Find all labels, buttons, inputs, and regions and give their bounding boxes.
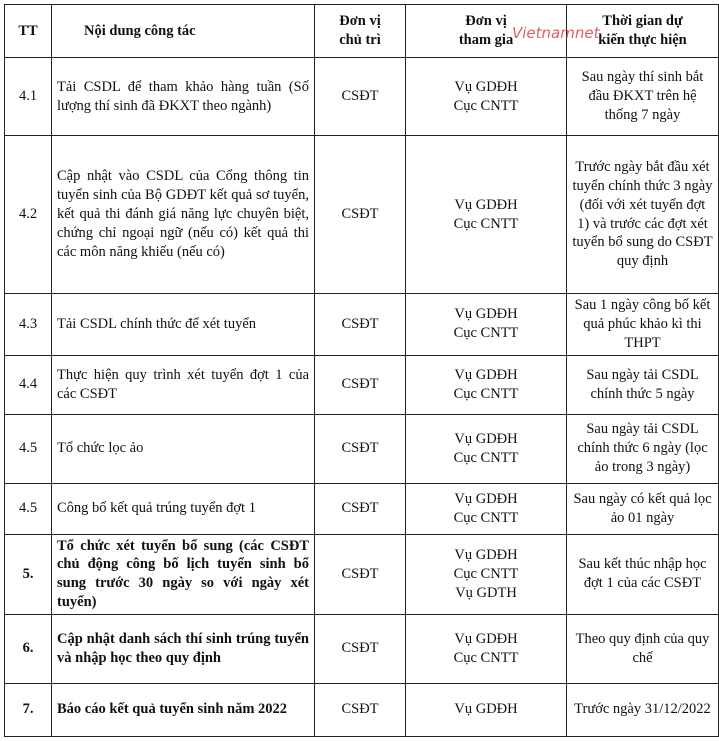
row-content: Công bố kết quả trúng tuyển đợt 1	[52, 483, 315, 534]
row-participants	[406, 58, 567, 136]
row-content: Báo cáo kết quả tuyển sinh năm 2022	[52, 683, 315, 736]
row-host: CSĐT	[315, 294, 406, 356]
participant: Cục CNTT	[453, 97, 519, 114]
row-participants	[406, 294, 567, 356]
row-participants	[406, 355, 567, 414]
row-participants	[406, 136, 567, 294]
table-row	[5, 534, 719, 614]
header-participants-line2: tham gia	[458, 32, 514, 48]
participant: Cục CNTT	[453, 325, 519, 342]
row-tt: 4.5	[5, 483, 52, 534]
row-content: Tải CSDL chính thức để xét tuyển	[52, 294, 315, 356]
participant: Vụ GDĐH	[454, 546, 518, 563]
row-time: Sau ngày có kết quả lọc ảo 01 ngày	[567, 483, 719, 534]
row-content: Thực hiện quy trình xét tuyển đợt 1 của các CSĐT	[52, 355, 315, 414]
row-tt: 4.1	[5, 58, 52, 136]
row-tt: 4.4	[5, 355, 52, 414]
row-participants	[406, 414, 567, 483]
header-host-line1: Đơn vị	[339, 13, 381, 30]
participant: Vụ GDĐH	[454, 490, 518, 507]
header-time	[567, 5, 719, 58]
row-host: CSĐT	[315, 136, 406, 294]
row-tt: 4.2	[5, 136, 52, 294]
row-time: Theo quy định của quy chế	[567, 614, 719, 683]
participant: Cục CNTT	[453, 385, 519, 402]
table-row	[5, 136, 719, 294]
table-row	[5, 58, 719, 136]
row-host: CSĐT	[315, 614, 406, 683]
row-time: Sau kết thúc nhập học đợt 1 của các CSĐT	[567, 534, 719, 614]
row-content: Tổ chức lọc ảo	[52, 414, 315, 483]
row-host: CSĐT	[315, 483, 406, 534]
row-time: Sau ngày tải CSDL chính thức 5 ngày	[567, 355, 719, 414]
row-tt: 6.	[5, 614, 52, 683]
row-time: Trước ngày 31/12/2022	[567, 683, 719, 736]
row-content: Tải CSDL để tham khảo hàng tuần (Số lượng thí sinh đã ĐKXT theo ngành)	[52, 58, 315, 136]
row-tt: 4.5	[5, 414, 52, 483]
row-host: CSĐT	[315, 534, 406, 614]
row-content: Cập nhật danh sách thí sinh trúng tuyển và nhập học theo quy định	[52, 614, 315, 683]
table-row	[5, 614, 719, 683]
header-participants	[406, 5, 567, 58]
header-content: Nội dung công tác	[52, 5, 315, 58]
table-row	[5, 483, 719, 534]
row-host: CSĐT	[315, 355, 406, 414]
header-participants-line1: Đơn vị	[465, 13, 507, 30]
admission-schedule-table	[4, 4, 719, 737]
row-tt: 5.	[5, 534, 52, 614]
row-host: CSĐT	[315, 414, 406, 483]
row-tt: 7.	[5, 683, 52, 736]
participant: Vụ GDĐH	[454, 366, 518, 383]
row-participants	[406, 614, 567, 683]
participant: Vụ GDĐH	[454, 430, 518, 447]
header-host	[315, 5, 406, 58]
participant: Vụ GDĐH	[454, 631, 518, 648]
participant: Cục CNTT	[453, 509, 519, 526]
row-content: Cập nhật vào CSDL của Cổng thông tin tuyển sinh của Bộ GDĐT kết quả sơ tuyển, kết quả thi đánh giá năng lực chuyên biệt, chứng chỉ ngoại ngữ (nếu có) kết quả thi các môn năng khiếu (nếu có)	[52, 136, 315, 294]
row-tt: 4.3	[5, 294, 52, 356]
participant: Cục CNTT	[453, 449, 519, 466]
participant: Cục CNTT	[453, 649, 519, 666]
header-host-line2: chủ trì	[339, 32, 381, 48]
header-row	[5, 5, 719, 58]
row-host: CSĐT	[315, 58, 406, 136]
table-row	[5, 294, 719, 356]
participant: Vụ GDTH	[455, 584, 517, 601]
participant: Vụ GDĐH	[454, 78, 518, 95]
row-content: Tổ chức xét tuyển bổ sung (các CSĐT chủ động công bố lịch tuyển sinh bổ sung trước 30 ngày so với ngày xét tuyển)	[52, 534, 315, 614]
header-time-line1: Thời gian dự	[602, 13, 683, 30]
row-participants	[406, 483, 567, 534]
row-participants	[406, 683, 567, 736]
table-row	[5, 355, 719, 414]
row-time: Trước ngày bắt đầu xét tuyển chính thức 3 ngày (đối với xét tuyển đợt 1) và trước các đợt xét tuyển bổ sung do CSĐT quy định	[567, 136, 719, 294]
participant: Vụ GDĐH	[454, 701, 518, 718]
row-time: Sau ngày thí sinh bắt đầu ĐKXT trên hệ thống 7 ngày	[567, 58, 719, 136]
row-time: Sau 1 ngày công bố kết quả phúc khảo kì thi THPT	[567, 294, 719, 356]
participant: Cục CNTT	[453, 565, 519, 582]
row-time: Sau ngày tải CSDL chính thức 6 ngày (lọc ảo trong 3 ngày)	[567, 414, 719, 483]
participant: Cục CNTT	[453, 215, 519, 232]
participant: Vụ GDĐH	[454, 306, 518, 323]
header-tt: TT	[5, 5, 52, 58]
row-participants	[406, 534, 567, 614]
header-time-line2: kiến thực hiện	[598, 32, 687, 48]
table-row	[5, 414, 719, 483]
vietnamnet-watermark: Vietnamnet	[512, 24, 600, 42]
row-host: CSĐT	[315, 683, 406, 736]
table-row	[5, 683, 719, 736]
participant: Vụ GDĐH	[454, 196, 518, 213]
